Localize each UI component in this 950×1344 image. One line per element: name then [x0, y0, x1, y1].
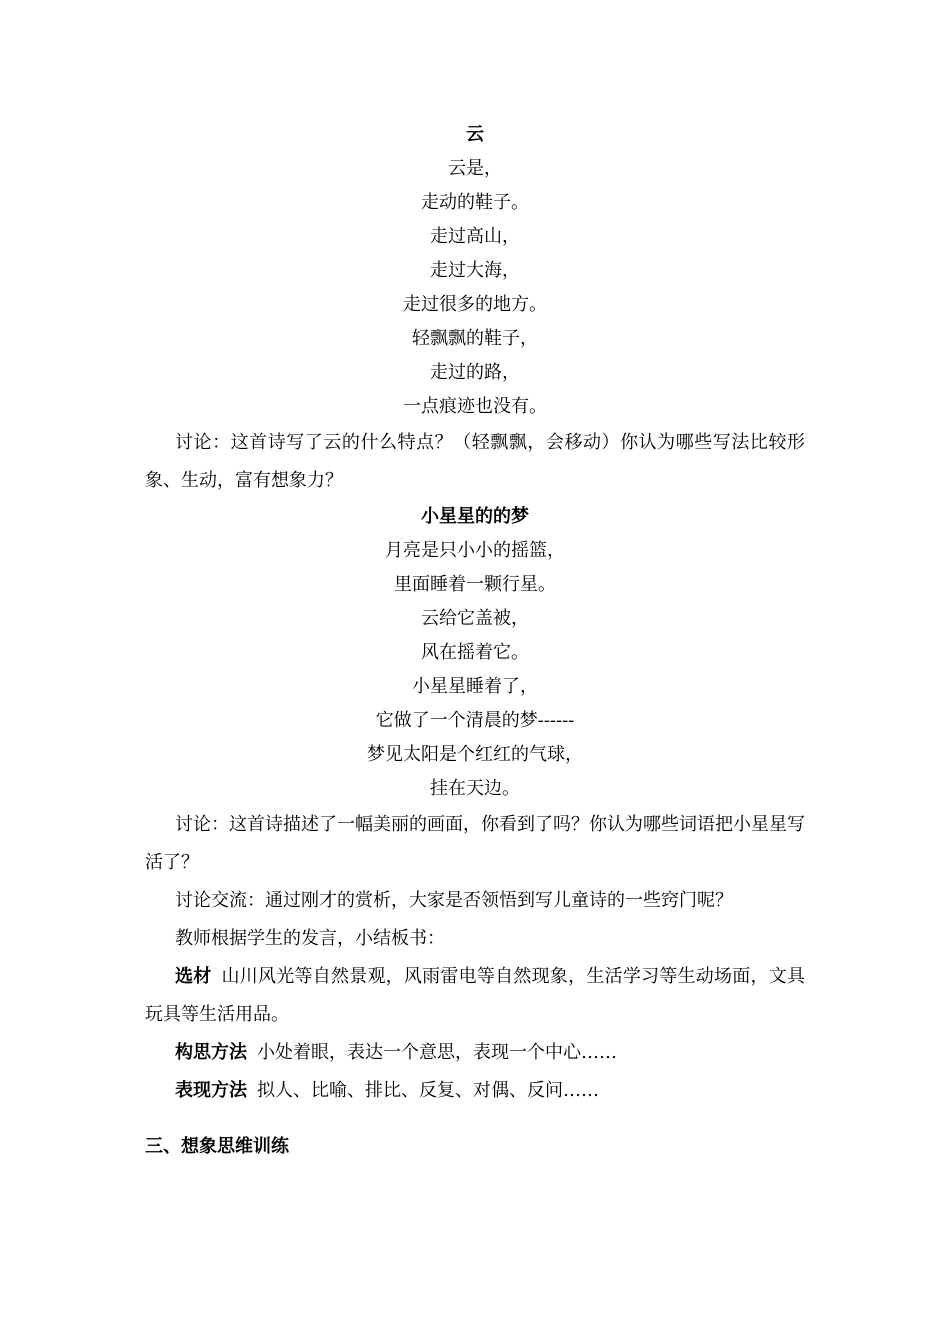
- board-item-label: 构思方法: [175, 1042, 247, 1063]
- teacher-summary-intro: 教师根据学生的发言，小结板书：: [175, 928, 445, 949]
- board-item-expression: [145, 1072, 805, 1110]
- discussion-paragraph: 讨论：这首诗写了云的什么特点？（轻飘飘，会移动）你认为哪些写法比较形象、生动，富有想象力？: [145, 432, 805, 491]
- poem-title-little-star: 小星星的的梦: [421, 506, 529, 527]
- discussion-paragraph: 讨论：这首诗描述了一幅美丽的画面，你看到了吗？你认为哪些词语把小星星写活了？: [145, 814, 805, 873]
- poem-line: 走过大海，: [430, 260, 520, 281]
- poem-line: 一点痕迹也没有。: [403, 396, 547, 417]
- poem-line: 走过的路，: [430, 362, 520, 383]
- board-item-conception: [145, 1034, 805, 1072]
- board-item-material: [145, 958, 805, 1034]
- section-heading: 三、想象思维训练: [145, 1136, 289, 1157]
- poem-line: 梦见太阳是个红红的气球，: [367, 744, 583, 765]
- poem-line: 走过很多的地方。: [403, 294, 547, 315]
- board-item-body: [145, 1034, 805, 1072]
- poem-line: 它做了一个清晨的梦------: [375, 710, 575, 731]
- board-item-label: 选材: [175, 966, 212, 987]
- discussion-exchange-paragraph: 讨论交流：通过刚才的赏析，大家是否领悟到写儿童诗的一些窍门呢？: [175, 890, 733, 911]
- poem-line: 轻飘飘的鞋子，: [412, 328, 538, 349]
- poem-line: 云是，: [448, 158, 502, 179]
- board-item-body: [145, 958, 805, 1034]
- poem-line: 小星星睡着了，: [412, 676, 538, 697]
- document-page: [145, 118, 805, 1166]
- poem-line: 走过高山，: [430, 226, 520, 247]
- poem-title-cloud: 云: [466, 124, 484, 145]
- poem-line: 里面睡着一颗行星。: [394, 574, 556, 595]
- board-item-text: 山川风光等自然景观，风雨雷电等自然现象，生活学习等生动场面，文具玩具等生活用品。: [145, 966, 806, 1025]
- board-item-text: 小处着眼，表达一个意思，表现一个中心……: [257, 1042, 617, 1063]
- poem-line: 挂在天边。: [430, 778, 520, 799]
- board-item-label: 表现方法: [175, 1080, 247, 1101]
- poem-line: 云给它盖被，: [421, 608, 529, 629]
- poem-line: 风在摇着它。: [421, 642, 529, 663]
- board-item-text: 拟人、比喻、排比、反复、对偶、反问……: [257, 1080, 599, 1101]
- poem-line: 走动的鞋子。: [421, 192, 529, 213]
- poem-line: 月亮是只小小的摇篮，: [385, 540, 565, 561]
- board-item-body: [145, 1072, 805, 1110]
